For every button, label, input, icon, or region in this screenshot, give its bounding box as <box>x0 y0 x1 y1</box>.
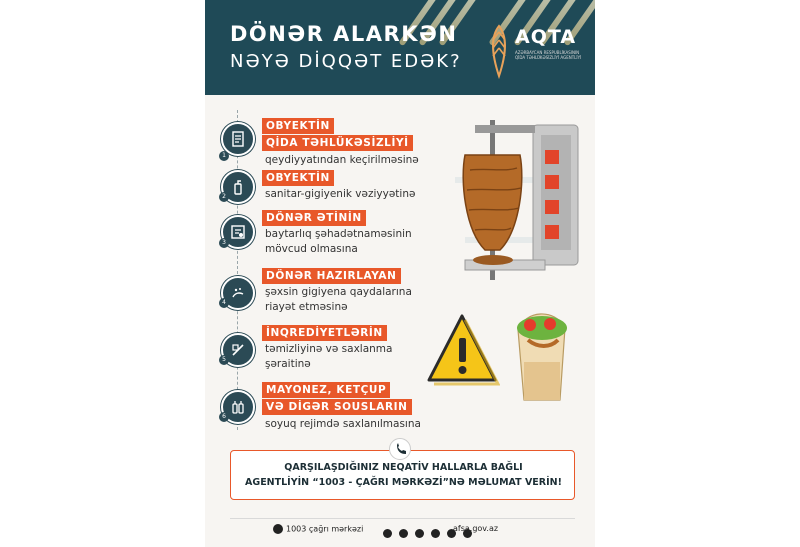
doner-wrap-illustration <box>510 300 572 405</box>
item-tag: OBYEKTİN <box>262 170 334 186</box>
doner-rotisserie-illustration <box>445 120 585 290</box>
item-description: təmizliyinə və saxlanma şəraitinə <box>265 343 393 370</box>
list-item <box>205 118 465 168</box>
item-description: soyuq rejimdə saxlanılmasına <box>265 418 421 430</box>
item-tag: DÖNƏR HAZIRLAYAN <box>262 268 401 284</box>
footer-divider <box>230 518 575 519</box>
item-number: 4 <box>219 298 229 308</box>
phone-icon <box>273 524 283 534</box>
item-number: 3 <box>219 238 229 248</box>
item-tag: OBYEKTİN <box>262 118 334 134</box>
header-banner <box>205 0 595 95</box>
footer-call-label: 1003 çağrı mərkəzi <box>286 524 364 534</box>
item-number: 2 <box>219 192 229 202</box>
brand-subtitle: AZƏRBAYCAN RESPUBLİKASININ QİDA TƏHLÜKƏSİZLİYİ AGENTLİYİ <box>515 50 582 60</box>
x-icon[interactable] <box>431 529 440 538</box>
item-tag-secondary: VƏ DİGƏR SOUSLARIN <box>262 399 412 415</box>
item-number: 1 <box>219 151 229 161</box>
item-number: 6 <box>219 412 229 422</box>
page-subtitle: NƏYƏ DİQQƏT EDƏK? <box>230 51 462 72</box>
list-item <box>205 382 465 437</box>
instagram-icon[interactable] <box>399 529 408 538</box>
footer-call-center <box>273 524 363 534</box>
youtube-icon[interactable] <box>415 529 424 538</box>
list-item <box>205 170 465 210</box>
item-tag: DÖNƏR ƏTİNİN <box>262 210 366 226</box>
phone-icon <box>389 438 411 460</box>
item-description: şəxsin gigiyena qaydalarına riayət etməsinə <box>265 286 412 313</box>
poster <box>205 0 595 547</box>
wheat-icon <box>485 22 513 80</box>
brand-logo <box>485 22 585 82</box>
item-tag-secondary: QİDA TƏHLÜKƏSİZLİYİ <box>262 135 413 151</box>
brand-name: AQTA <box>515 26 577 48</box>
item-description: qeydiyyatından keçirilməsinə <box>265 154 419 166</box>
callout-text <box>231 460 576 490</box>
page-title: DÖNƏR ALARKƏN <box>230 22 458 46</box>
item-tag: MAYONEZ, KETÇUP <box>262 382 390 398</box>
item-description: baytarlıq şəhadətnaməsinin mövcud olmasına <box>265 228 412 255</box>
item-number: 5 <box>219 355 229 365</box>
list-item <box>205 210 465 265</box>
footer-website[interactable]: afsa.gov.az <box>453 524 499 533</box>
item-tag: İNQREDİYETLƏRİN <box>262 325 387 341</box>
callout-line1: QARŞILAŞDIĞINIZ NEQATİV HALLARLA BAĞLI <box>284 462 523 473</box>
item-description: sanitar-gigiyenik vəziyyətinə <box>265 188 416 200</box>
callout-line2: AGENTLİYİN “1003 - ÇAĞRI MƏRKƏZİ”NƏ MƏLUMAT VERİN! <box>245 477 562 488</box>
warning-sign-icon <box>425 310 500 390</box>
facebook-icon[interactable] <box>383 529 392 538</box>
